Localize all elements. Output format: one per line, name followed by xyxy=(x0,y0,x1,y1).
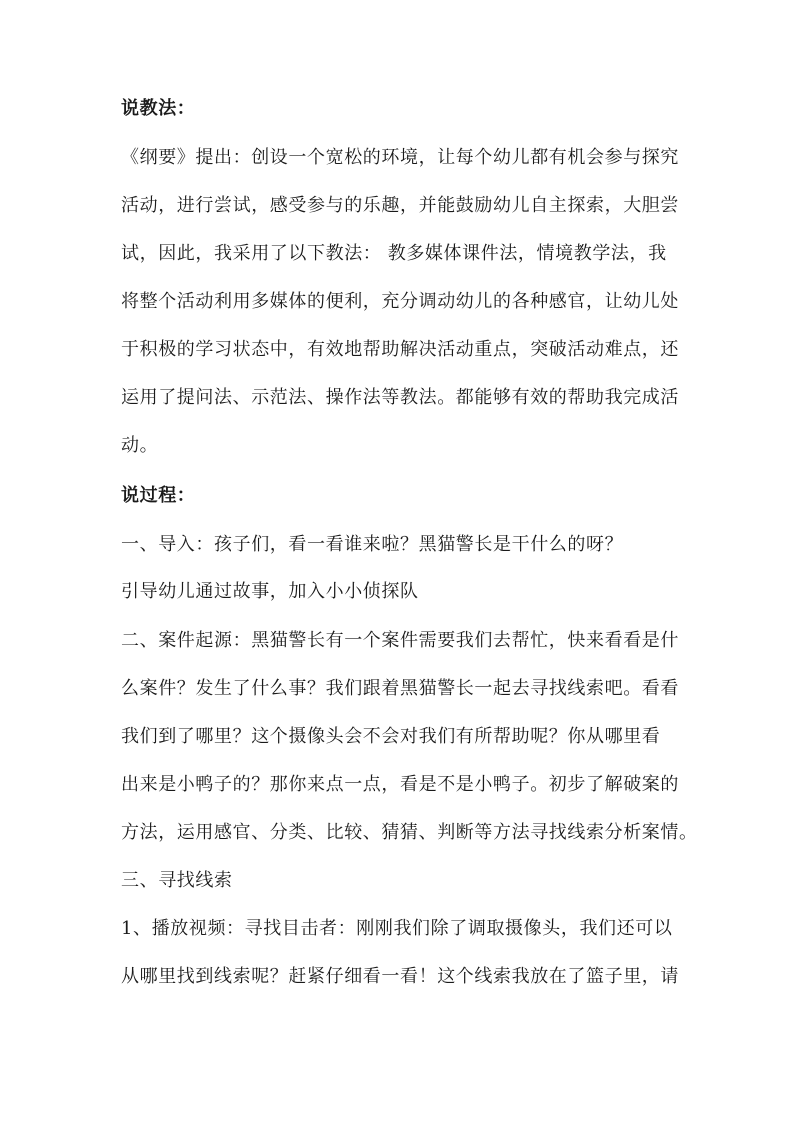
paragraph-line: 引导幼儿通过故事，加入小小侦探队 xyxy=(121,581,419,602)
paragraph-line: 三、寻找线索 xyxy=(121,870,233,891)
paragraph-line: 试，因此，我采用了以下教法： 教多媒体课件法，情境教学法，我 xyxy=(121,243,667,264)
paragraph-line: 《纲要》提出：创设一个宽松的环境，让每个幼儿都有机会参与探究 xyxy=(121,147,679,168)
paragraph-line: 二、案件起源：黑猫警长有一个案件需要我们去帮忙，快来看看是什 xyxy=(121,630,679,651)
section-heading-teaching-method: 说教法： xyxy=(121,98,196,119)
paragraph-line: 方法，运用感官、分类、比较、猜猜、判断等方法寻找线索分析案情。 xyxy=(121,822,698,843)
paragraph-line: 么案件？发生了什么事？我们跟着黑猫警长一起去寻找线索吧。看看 xyxy=(121,678,679,699)
paragraph-line: 一、导入：孩子们，看一看谁来啦？黑猫警长是干什么的呀？ xyxy=(121,534,624,555)
paragraph-line: 动。 xyxy=(121,435,159,456)
paragraph-line: 我们到了哪里？这个摄像头会不会对我们有所帮助呢？你从哪里看 xyxy=(121,726,661,747)
section-heading-process: 说过程： xyxy=(121,485,196,506)
paragraph-line: 运用了提问法、示范法、操作法等教法。都能够有效的帮助我完成活 xyxy=(121,387,679,408)
paragraph-line: 将整个活动利用多媒体的便利，充分调动幼儿的各种感官，让幼儿处 xyxy=(121,291,679,312)
paragraph-line: 从哪里找到线索呢？赶紧仔细看一看！这个线索我放在了篮子里，请 xyxy=(121,966,679,987)
paragraph-line: 活动，进行尝试，感受参与的乐趣，并能鼓励幼儿自主探索，大胆尝 xyxy=(121,195,679,216)
paragraph-line: 出来是小鸭子的？那你来点一点，看是不是小鸭子。初步了解破案的 xyxy=(121,774,679,795)
paragraph-line: 1、播放视频：寻找目击者：刚刚我们除了调取摄像头，我们还可以 xyxy=(121,918,673,939)
paragraph-line: 于积极的学习状态中，有效地帮助解决活动重点，突破活动难点，还 xyxy=(121,339,679,360)
